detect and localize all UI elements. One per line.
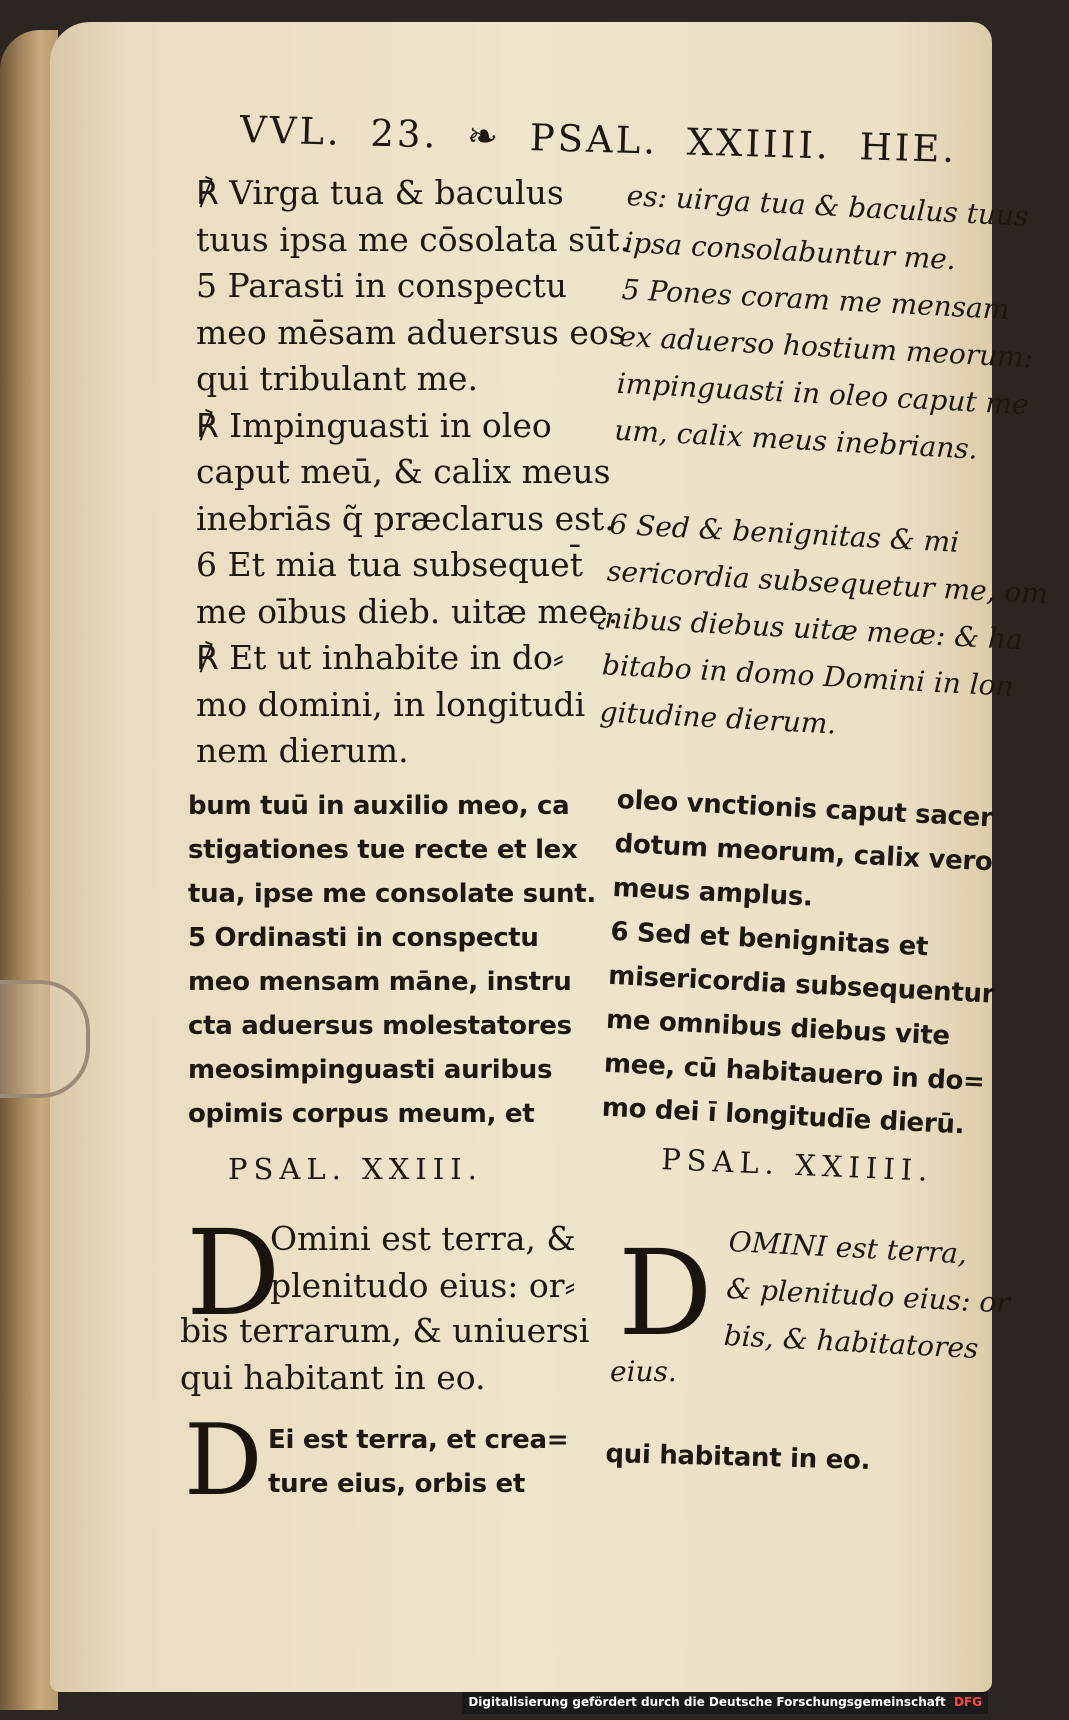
text-line: bis terrarum, & uniuersi [180, 1311, 590, 1350]
text-line: meus amplus. [611, 872, 814, 913]
digitization-credit [462, 1692, 988, 1714]
psalm-right-continuation [610, 1348, 810, 1395]
text-line: qui tribulant me. [196, 359, 478, 398]
text-line: eius. [610, 1355, 677, 1388]
text-line: gitudine dierum. [598, 695, 838, 741]
text-line: Omini est terra, & [270, 1219, 576, 1258]
page-clip [0, 980, 90, 1098]
text-line: ℟ Impinguasti in oleo [196, 405, 552, 445]
psalm-left-opening [270, 1216, 600, 1309]
text-line: me oībus dieb. uitæ meę. [196, 591, 619, 631]
text-line: oleo vnctionis caput sacer [616, 784, 994, 834]
text-line: es: uirga tua & baculus tuus [625, 178, 1030, 233]
header-item: XXIIII. [686, 120, 832, 168]
text-line: misericordia subsequentur [607, 960, 995, 1010]
text-line: Ei est terra, et crea= [268, 1425, 569, 1455]
text-line: cta aduersus molestatores [188, 1011, 572, 1041]
upper-right-column [598, 172, 1049, 754]
text-line: um, calix meus inebrians. [613, 413, 979, 466]
text-line: 6 Sed & benignitas & mi [608, 507, 960, 559]
text-line: stigationes tue recte et lex [188, 835, 578, 865]
credit-text: Digitalisierung gefördert durch die Deutsche Forschungsgemeinschaft [468, 1695, 946, 1709]
drop-cap-gothic: D [184, 1404, 263, 1518]
text-line: meo mēsam aduersus eos [196, 312, 626, 352]
text-line: sericordia subsequetur me, om [606, 554, 1049, 611]
psalm-left-continuation [180, 1308, 590, 1401]
header-item: 23. [369, 111, 439, 157]
text-line: tua, ipse me consolate sunt. [188, 879, 596, 909]
text-line: dotum meorum, calix vero [614, 828, 994, 878]
text-line: bum tuū in auxilio meo, ca [188, 791, 570, 821]
text-line: bitabo in domo Domini in lon [601, 648, 1015, 703]
text-line: bis, & habitatores [722, 1318, 980, 1366]
psalm-left-gothic [268, 1418, 588, 1506]
text-line: mee, cū habitauero in do= [603, 1048, 986, 1098]
upper-left-column [196, 170, 631, 775]
text-line: ipsa consolabuntur me. [623, 225, 957, 277]
text-line: 6 Et mia tua subsequet̄ [196, 545, 583, 584]
text-line: qui habitant in eo. [605, 1438, 871, 1476]
text-line: 6 Sed et benignitas et [609, 916, 929, 963]
fleuron-icon: ❧ [466, 114, 502, 159]
header-item: HIE. [858, 125, 958, 172]
dfg-logo: DFG [953, 1695, 982, 1709]
drop-cap-left: D [186, 1204, 281, 1342]
text-line: meo mensam māne, instru [188, 967, 572, 997]
drop-cap-right: D [618, 1224, 713, 1362]
header-item: VVL. [239, 108, 343, 154]
text-line: me omnibus diebus vite [605, 1004, 951, 1052]
header-item: PSAL. [529, 116, 659, 163]
text-line: & plenitudo eius: or [725, 1271, 1011, 1320]
text-line: inebriās q̃ præclarus est. [196, 498, 615, 538]
lower-left-column [188, 784, 596, 1136]
text-line: ℟ Virga tua & baculus [196, 173, 564, 212]
text-line: OMINI est terra, [727, 1224, 968, 1271]
text-line: opimis corpus meum, et [188, 1099, 535, 1129]
text-line: tuus ipsa me cōsolata sūt. [196, 219, 631, 259]
text-line: caput meū, & calix meus [196, 452, 611, 491]
text-line: nem dierum. [196, 731, 409, 770]
text-line: mo domini, in longitudi [196, 684, 586, 724]
text-line: ture eius, orbis et [268, 1469, 526, 1499]
text-line: qui habitant in eo. [180, 1357, 486, 1397]
psalm-title-left: PSAL. XXIII. [228, 1152, 483, 1186]
text-line: meosimpinguasti auribus [188, 1055, 553, 1085]
lower-right-column [601, 778, 995, 1147]
text-line: impinguasti in oleo caput me [616, 366, 1030, 422]
text-line: 5 Pones coram me mensam [620, 272, 1011, 327]
text-line: 5 Ordinasti in conspectu [188, 923, 539, 953]
text-line: ex aduerso hostium meorum: [618, 319, 1035, 375]
text-line: plenitudo eius: or⸗ [270, 1265, 576, 1305]
text-line: mo dei ī longitudīe dierū. [601, 1092, 965, 1141]
psalm-title-right: PSAL. XXIIII. [660, 1142, 935, 1188]
text-line: nibus diebus uitæ meæ: & ha [603, 601, 1024, 657]
text-line: 5 Parasti in conspectu [196, 266, 568, 305]
text-line: ℟ Et ut inhabite in do⸗ [196, 638, 564, 677]
